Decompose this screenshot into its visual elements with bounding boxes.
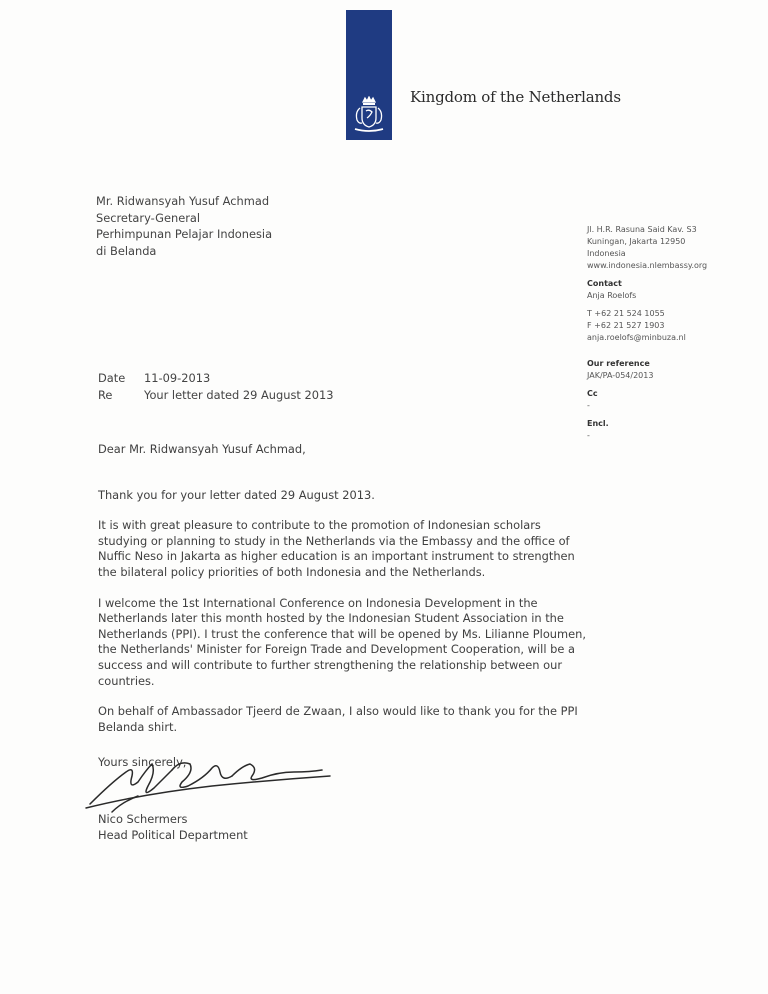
date-value: 11-09-2013: [144, 371, 211, 385]
contact-name: Anja Roelofs: [587, 291, 637, 300]
contact-fax: F +62 21 527 1903: [587, 321, 665, 330]
recipient-block: [96, 193, 272, 259]
cc-label: Cc: [587, 389, 598, 398]
closing: Yours sincerely,: [98, 755, 187, 770]
address-line: Indonesia: [587, 249, 626, 258]
date-label: Date: [98, 371, 126, 385]
signer-position: Head Political Department: [98, 827, 248, 842]
coat-of-arms-icon: [352, 96, 386, 136]
reference-value: JAK/PA-054/2013: [587, 371, 654, 380]
recipient-title: Secretary-General: [96, 210, 201, 225]
salutation: Dear Mr. Ridwansyah Yusuf Achmad,: [98, 442, 306, 456]
address-line: www.indonesia.nlembassy.org: [587, 261, 708, 270]
logo-text: Kingdom of the Netherlands: [410, 88, 621, 106]
paragraph: I welcome the 1st International Conference on Indonesia Development in the Netherlands later this month hosted by the Indonesian Student Association in the Netherlands (PPI). I trust the conference that will be opened by Ms. Lilianne Ploumen, the Netherlands' Minister for Foreign Trade and Development Cooperation, will be a success and will contribute to further strengthening the relationship between our countries.: [98, 595, 586, 688]
re-value: Your letter dated 29 August 2013: [144, 387, 334, 402]
signer-block: [98, 812, 248, 843]
logo-band: [346, 10, 392, 140]
cc-value: -: [587, 401, 590, 410]
address-line: Kuningan, Jakarta 12950: [587, 237, 686, 246]
recipient-name: Mr. Ridwansyah Yusuf Achmad: [96, 194, 270, 208]
reference-label: Our reference: [587, 359, 650, 368]
address-line: Jl. H.R. Rasuna Said Kav. S3: [587, 225, 697, 234]
letter-body: [98, 442, 592, 771]
paragraph: On behalf of Ambassador Tjeerd de Zwaan, I also would like to thank you for the PPI Belanda shirt.: [98, 704, 578, 734]
letter-meta: [98, 370, 333, 403]
signature-scribble: [82, 742, 342, 822]
paragraph: Thank you for your letter dated 29 August 2013.: [98, 487, 375, 502]
contact-phone: T +62 21 524 1055: [587, 309, 665, 318]
re-label: Re: [98, 387, 113, 402]
encl-value: -: [587, 431, 590, 440]
encl-label: Encl.: [587, 419, 609, 428]
sender-info-column: [587, 224, 707, 442]
paragraph: It is with great pleasure to contribute to the promotion of Indonesian scholars studying or planning to study in the Netherlands via the Embassy and the office of Nuffic Neso in Jakarta as higher education is an important instrument to strengthen the bilateral policy priorities of both Indonesia and the Netherlands.: [98, 518, 575, 579]
recipient-location: di Belanda: [96, 243, 157, 258]
contact-email: anja.roelofs@minbuza.nl: [587, 333, 686, 342]
contact-label: Contact: [587, 279, 622, 288]
signer-name: Nico Schermers: [98, 812, 188, 826]
recipient-organization: Perhimpunan Pelajar Indonesia: [96, 227, 273, 241]
